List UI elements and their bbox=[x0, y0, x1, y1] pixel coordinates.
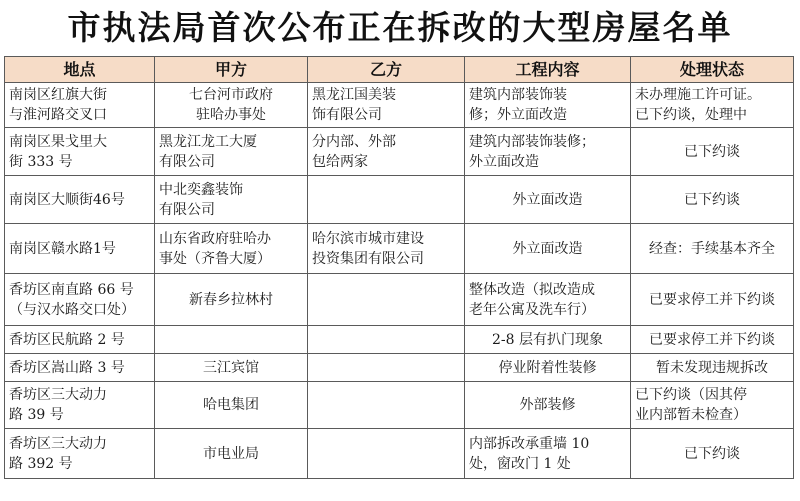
cell-party-a: 黑龙江龙工大厦 有限公司 bbox=[155, 128, 308, 176]
col-header-location: 地点 bbox=[5, 57, 155, 83]
cell-location: 南岗区果戈里大 街 333 号 bbox=[5, 128, 155, 176]
cell-party-b: 分内部、外部 包给两家 bbox=[308, 128, 465, 176]
cell-party-a: 新春乡拉林村 bbox=[155, 274, 308, 326]
cell-status: 已要求停工并下约谈 bbox=[631, 326, 794, 354]
table-row bbox=[5, 176, 794, 224]
cell-status: 已下约谈 bbox=[631, 176, 794, 224]
demolition-table bbox=[4, 56, 794, 479]
cell-party-a: 哈电集团 bbox=[155, 382, 308, 429]
cell-work: 停业附着性装修 bbox=[465, 354, 631, 382]
table-row bbox=[5, 354, 794, 382]
cell-work: 整体改造（拟改造成 老年公寓及洗车行） bbox=[465, 274, 631, 326]
cell-work: 外立面改造 bbox=[465, 224, 631, 274]
cell-work: 内部拆改承重墙 10 处，窗改门 1 处 bbox=[465, 429, 631, 479]
cell-party-a: 中北奕鑫装饰 有限公司 bbox=[155, 176, 308, 224]
cell-party-b: 黑龙江国美装 饰有限公司 bbox=[308, 83, 465, 128]
cell-party-b bbox=[308, 326, 465, 354]
cell-location: 香坊区三大动力 路 392 号 bbox=[5, 429, 155, 479]
cell-party-a: 七台河市政府 驻哈办事处 bbox=[155, 83, 308, 128]
cell-party-a bbox=[155, 326, 308, 354]
cell-party-b bbox=[308, 382, 465, 429]
cell-status: 已要求停工并下约谈 bbox=[631, 274, 794, 326]
cell-location: 香坊区南直路 66 号 （与汉水路交口处） bbox=[5, 274, 155, 326]
cell-status: 已下约谈（因其停 业内部暂未检查） bbox=[631, 382, 794, 429]
cell-location: 南岗区赣水路1号 bbox=[5, 224, 155, 274]
cell-party-a: 市电业局 bbox=[155, 429, 308, 479]
cell-work: 2-8 层有扒门现象 bbox=[465, 326, 631, 354]
cell-work: 建筑内部装饰装修； 外立面改造 bbox=[465, 128, 631, 176]
cell-party-b bbox=[308, 176, 465, 224]
table-row bbox=[5, 224, 794, 274]
cell-status: 未办理施工许可证。 已下约谈，处理中 bbox=[631, 83, 794, 128]
cell-party-b bbox=[308, 274, 465, 326]
col-header-party-a: 甲方 bbox=[155, 57, 308, 83]
cell-party-b: 哈尔滨市城市建设 投资集团有限公司 bbox=[308, 224, 465, 274]
cell-work: 建筑内部装饰装 修；外立面改造 bbox=[465, 83, 631, 128]
col-header-work: 工程内容 bbox=[465, 57, 631, 83]
page-title: 市执法局首次公布正在拆改的大型房屋名单 bbox=[67, 8, 733, 47]
cell-status: 暂未发现违规拆改 bbox=[631, 354, 794, 382]
cell-status: 经查：手续基本齐全 bbox=[631, 224, 794, 274]
cell-work: 外部装修 bbox=[465, 382, 631, 429]
cell-party-b bbox=[308, 429, 465, 479]
cell-location: 香坊区民航路 2 号 bbox=[5, 326, 155, 354]
cell-party-a: 三江宾馆 bbox=[155, 354, 308, 382]
table-row bbox=[5, 382, 794, 429]
table-row bbox=[5, 128, 794, 176]
col-header-party-b: 乙方 bbox=[308, 57, 465, 83]
cell-status: 已下约谈 bbox=[631, 429, 794, 479]
cell-location: 香坊区嵩山路 3 号 bbox=[5, 354, 155, 382]
cell-location: 南岗区红旗大街 与淮河路交叉口 bbox=[5, 83, 155, 128]
cell-work: 外立面改造 bbox=[465, 176, 631, 224]
cell-party-b bbox=[308, 354, 465, 382]
cell-location: 南岗区大顺街46号 bbox=[5, 176, 155, 224]
table-row bbox=[5, 429, 794, 479]
table-header-row bbox=[5, 57, 794, 83]
cell-status: 已下约谈 bbox=[631, 128, 794, 176]
cell-location: 香坊区三大动力 路 39 号 bbox=[5, 382, 155, 429]
table-row bbox=[5, 83, 794, 128]
table-row bbox=[5, 274, 794, 326]
cell-party-a: 山东省政府驻哈办 事处（齐鲁大厦） bbox=[155, 224, 308, 274]
col-header-status: 处理状态 bbox=[631, 57, 794, 83]
table-row bbox=[5, 326, 794, 354]
